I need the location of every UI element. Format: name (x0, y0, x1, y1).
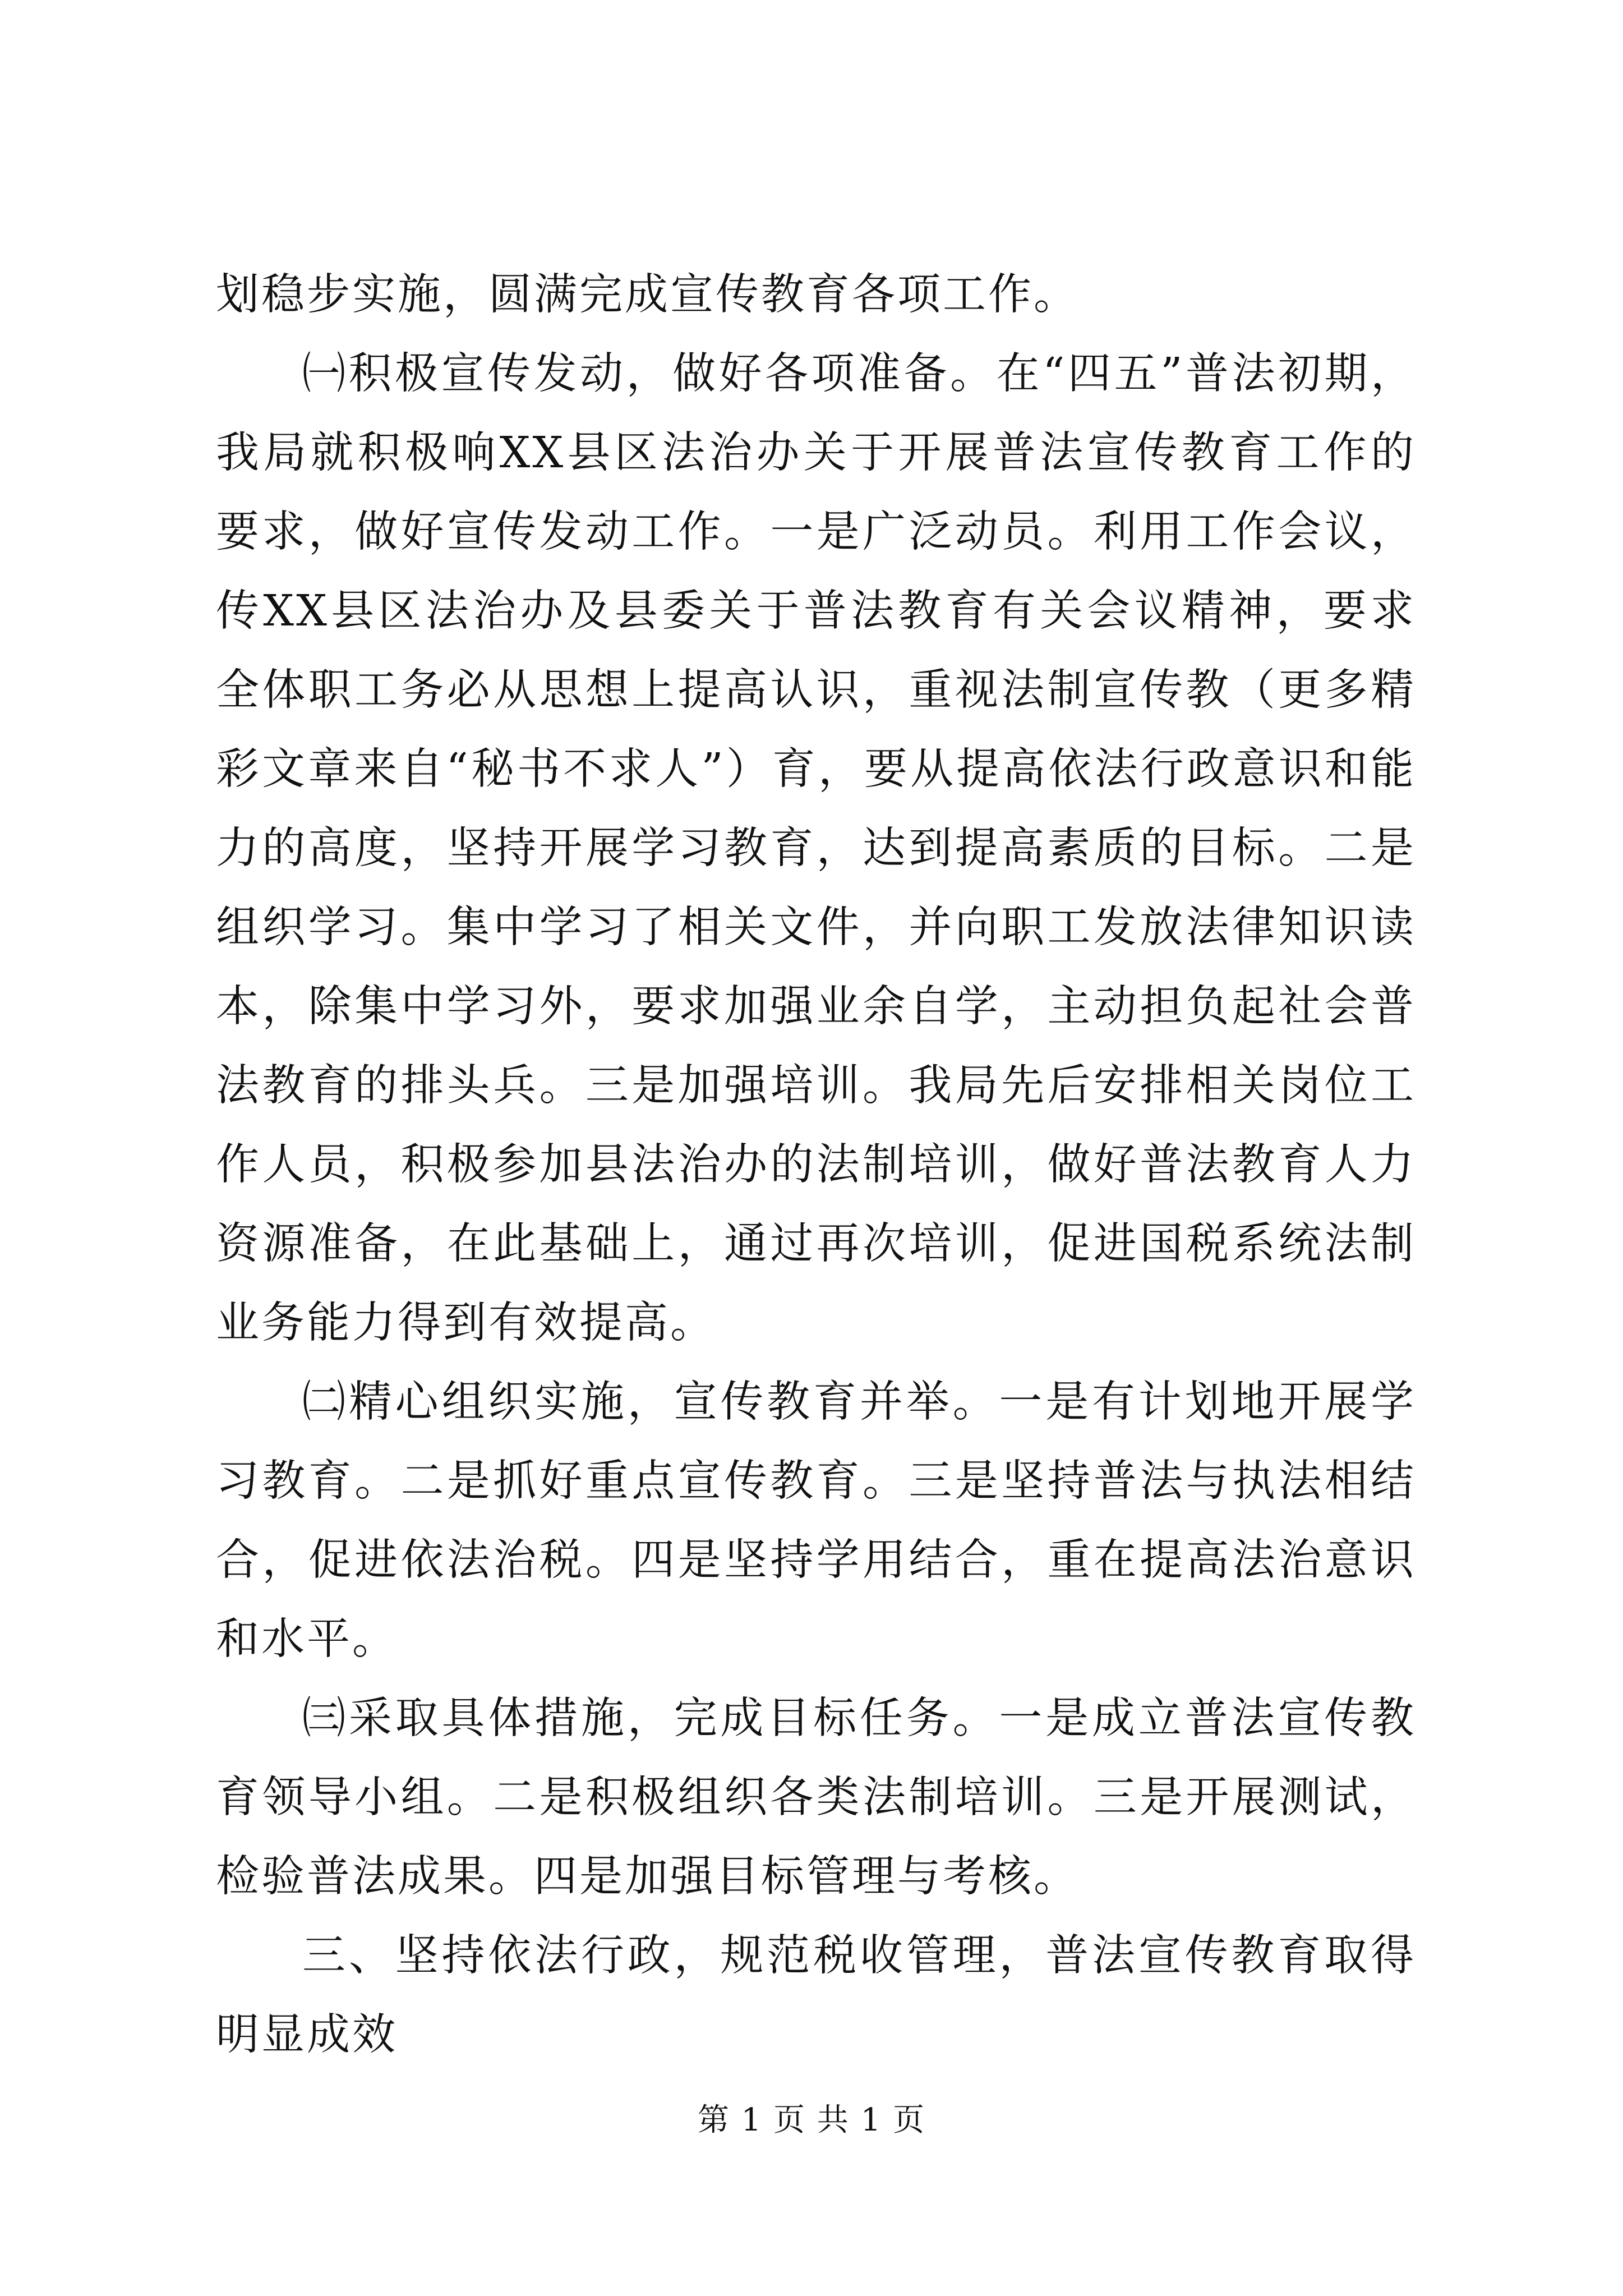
paragraph-continuation: 划稳步实施，圆满完成宣传教育各项工作。 (216, 270, 1079, 320)
paragraph-section-1: ㈠积极宣传发动，做好各项准备。在“四五”普法初期，我局就积极响XX县区法治办关于开展普法宣传教育工作的要求，做好宣传发动工作。一是广泛动员。利用工作会议，传XX县区法治办及县委关于普法教育有关会议精神，要求全体职工务必从思想上提高认识，重视法制宣传教（更多精彩文章来自“秘书不求人”）育，要从提高依法行政意识和能力的高度，坚持开展学习教育，达到提高素质的目标。二是组织学习。集中学习了相关文件，并向职工发放法律知识读本，除集中学习外，要求加强业余自学，主动担负起社会普法教育的排头兵。三是加强培训。我局先后安排相关岗位工作人员，积极参加县法治办的法制培训，做好普法教育人力资源准备，在此基础上，通过再次培训，促进国税系统法制业务能力得到有效提高。 (216, 349, 1416, 1348)
page-number-footer: 第 1 页 共 1 页 (697, 2102, 926, 2138)
paragraph-section-3: ㈢采取具体措施，完成目标任务。一是成立普法宣传教育领导小组。二是积极组织各类法制培训。三是开展测试，检验普法成果。四是加强目标管理与考核。 (216, 1694, 1416, 1902)
document-body (216, 255, 1416, 2074)
paragraph-section-2: ㈡精心组织实施，宣传教育并举。一是有计划地开展学习教育。二是抓好重点宣传教育。三是坚持普法与执法相结合，促进依法治税。四是坚持学用结合，重在提高法治意识和水平。 (216, 1377, 1416, 1664)
heading-part-three: 三、坚持依法行政，规范税收管理，普法宣传教育取得明显成效 (216, 1931, 1416, 2060)
